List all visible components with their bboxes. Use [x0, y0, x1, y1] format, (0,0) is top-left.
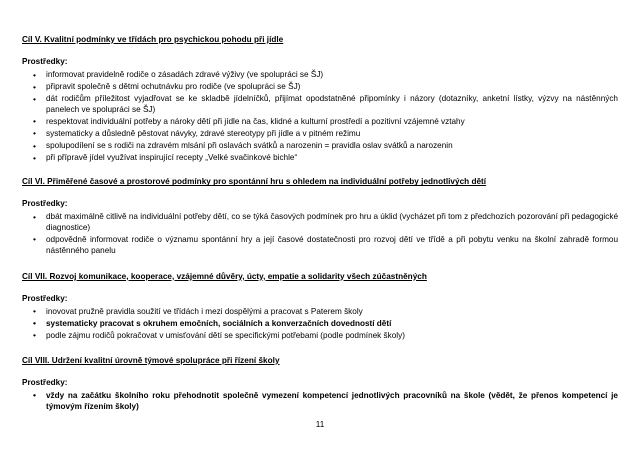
list-item: • systematicky a důsledně pěstovat návyky, zdravé stereotypy při jídle a v pitném režimu — [22, 129, 618, 140]
list-item: • podle zájmu rodičů pokračovat v umisťování dětí se specifickými potřebami (podle podmínek školy) — [22, 331, 618, 342]
list-item: • připravit společně s dětmi ochutnávku pro rodiče (ve spolupráci se ŠJ) — [22, 82, 618, 93]
list-item: • spolupodílení se s rodiči na zdravém mlsání při oslavách svátků a narozenin = pravidla oslav svátků a narozenin — [22, 141, 618, 152]
list-item: • dát rodičům příležitost vyjadřovat se ke skladbě jídelníčků, přijímat opodstatněné připomínky i názory (dotazníky, anketní lístky, výzvy na nástěnných panelech ve spolupráci se ŠJ) — [22, 94, 618, 115]
list-item: • respektovat individuální potřeby a nároky dětí při jídle na čas, klidné a kulturní prostředí a pozitivní vzájemné vztahy — [22, 117, 618, 128]
section-spacer — [22, 165, 618, 176]
section-heading: Cíl VI. Přiměřené časové a prostorové podmínky pro spontánní hru s ohledem na individuální potřeby jednotlivých dětí — [22, 177, 487, 187]
list-item: • inovovat pružně pravidla soužití ve třídách i mezi dospělými a pracovat s Paterem školy — [22, 307, 618, 318]
section-heading: Cíl V. Kvalitní podmínky ve třídách pro psychickou pohodu při jídle — [22, 35, 284, 44]
section-spacer — [22, 258, 618, 271]
list-item: • vždy na začátku školního roku přehodnotit společně vymezení kompetencí jednotlivých pracovníků na škole (vědět, že přenos kompetencí je týmovým řízením školy) — [22, 391, 618, 412]
means-label: Prostředky: — [22, 57, 68, 66]
list-item: • odpovědně informovat rodiče o významu spontánní hry a její časové dostatečnosti pro rozvoj dětí ve třídě a při pobytu venku na školní zahradě formou nástěnného panelu — [22, 235, 618, 256]
list-item: • dbát maximálně citlivě na individuální potřeby dětí, co se týká časových podmínek pro hru a úklid (vycházet při tom z předchozích pozorování při pedagogické diagnostice) — [22, 212, 618, 233]
section-cil-vii — [22, 271, 618, 342]
section-heading: Cíl VIII. Udržení kvalitní úrovně týmové spolupráce při řízení školy — [22, 355, 280, 365]
bullet-list — [22, 307, 618, 342]
section-heading: Cíl VII. Rozvoj komunikace, kooperace, vzájemné důvěry, úcty, empatie a solidarity všech zúčastněných — [22, 271, 427, 281]
section-cil-v — [22, 34, 618, 164]
page-number: 11 — [315, 420, 325, 429]
bullet-list — [22, 212, 618, 256]
bullet-list — [22, 70, 618, 164]
bullet-list — [22, 391, 618, 412]
list-item: • informovat pravidelně rodiče o zásadách zdravé výživy (ve spolupráci se ŠJ) — [22, 70, 618, 81]
list-item: • při přípravě jídel využívat inspirující recepty „Velké svačinkové bichle“ — [22, 153, 618, 164]
section-cil-vi — [22, 176, 618, 256]
means-label: Prostředky: — [22, 199, 68, 209]
section-cil-viii — [22, 355, 618, 412]
means-label: Prostředky: — [22, 377, 68, 387]
means-label: Prostředky: — [22, 293, 68, 303]
list-item: • systematicky pracovat s okruhem emočních, sociálních a konverzačních dovedností dětí — [22, 319, 618, 330]
section-spacer — [22, 343, 618, 355]
